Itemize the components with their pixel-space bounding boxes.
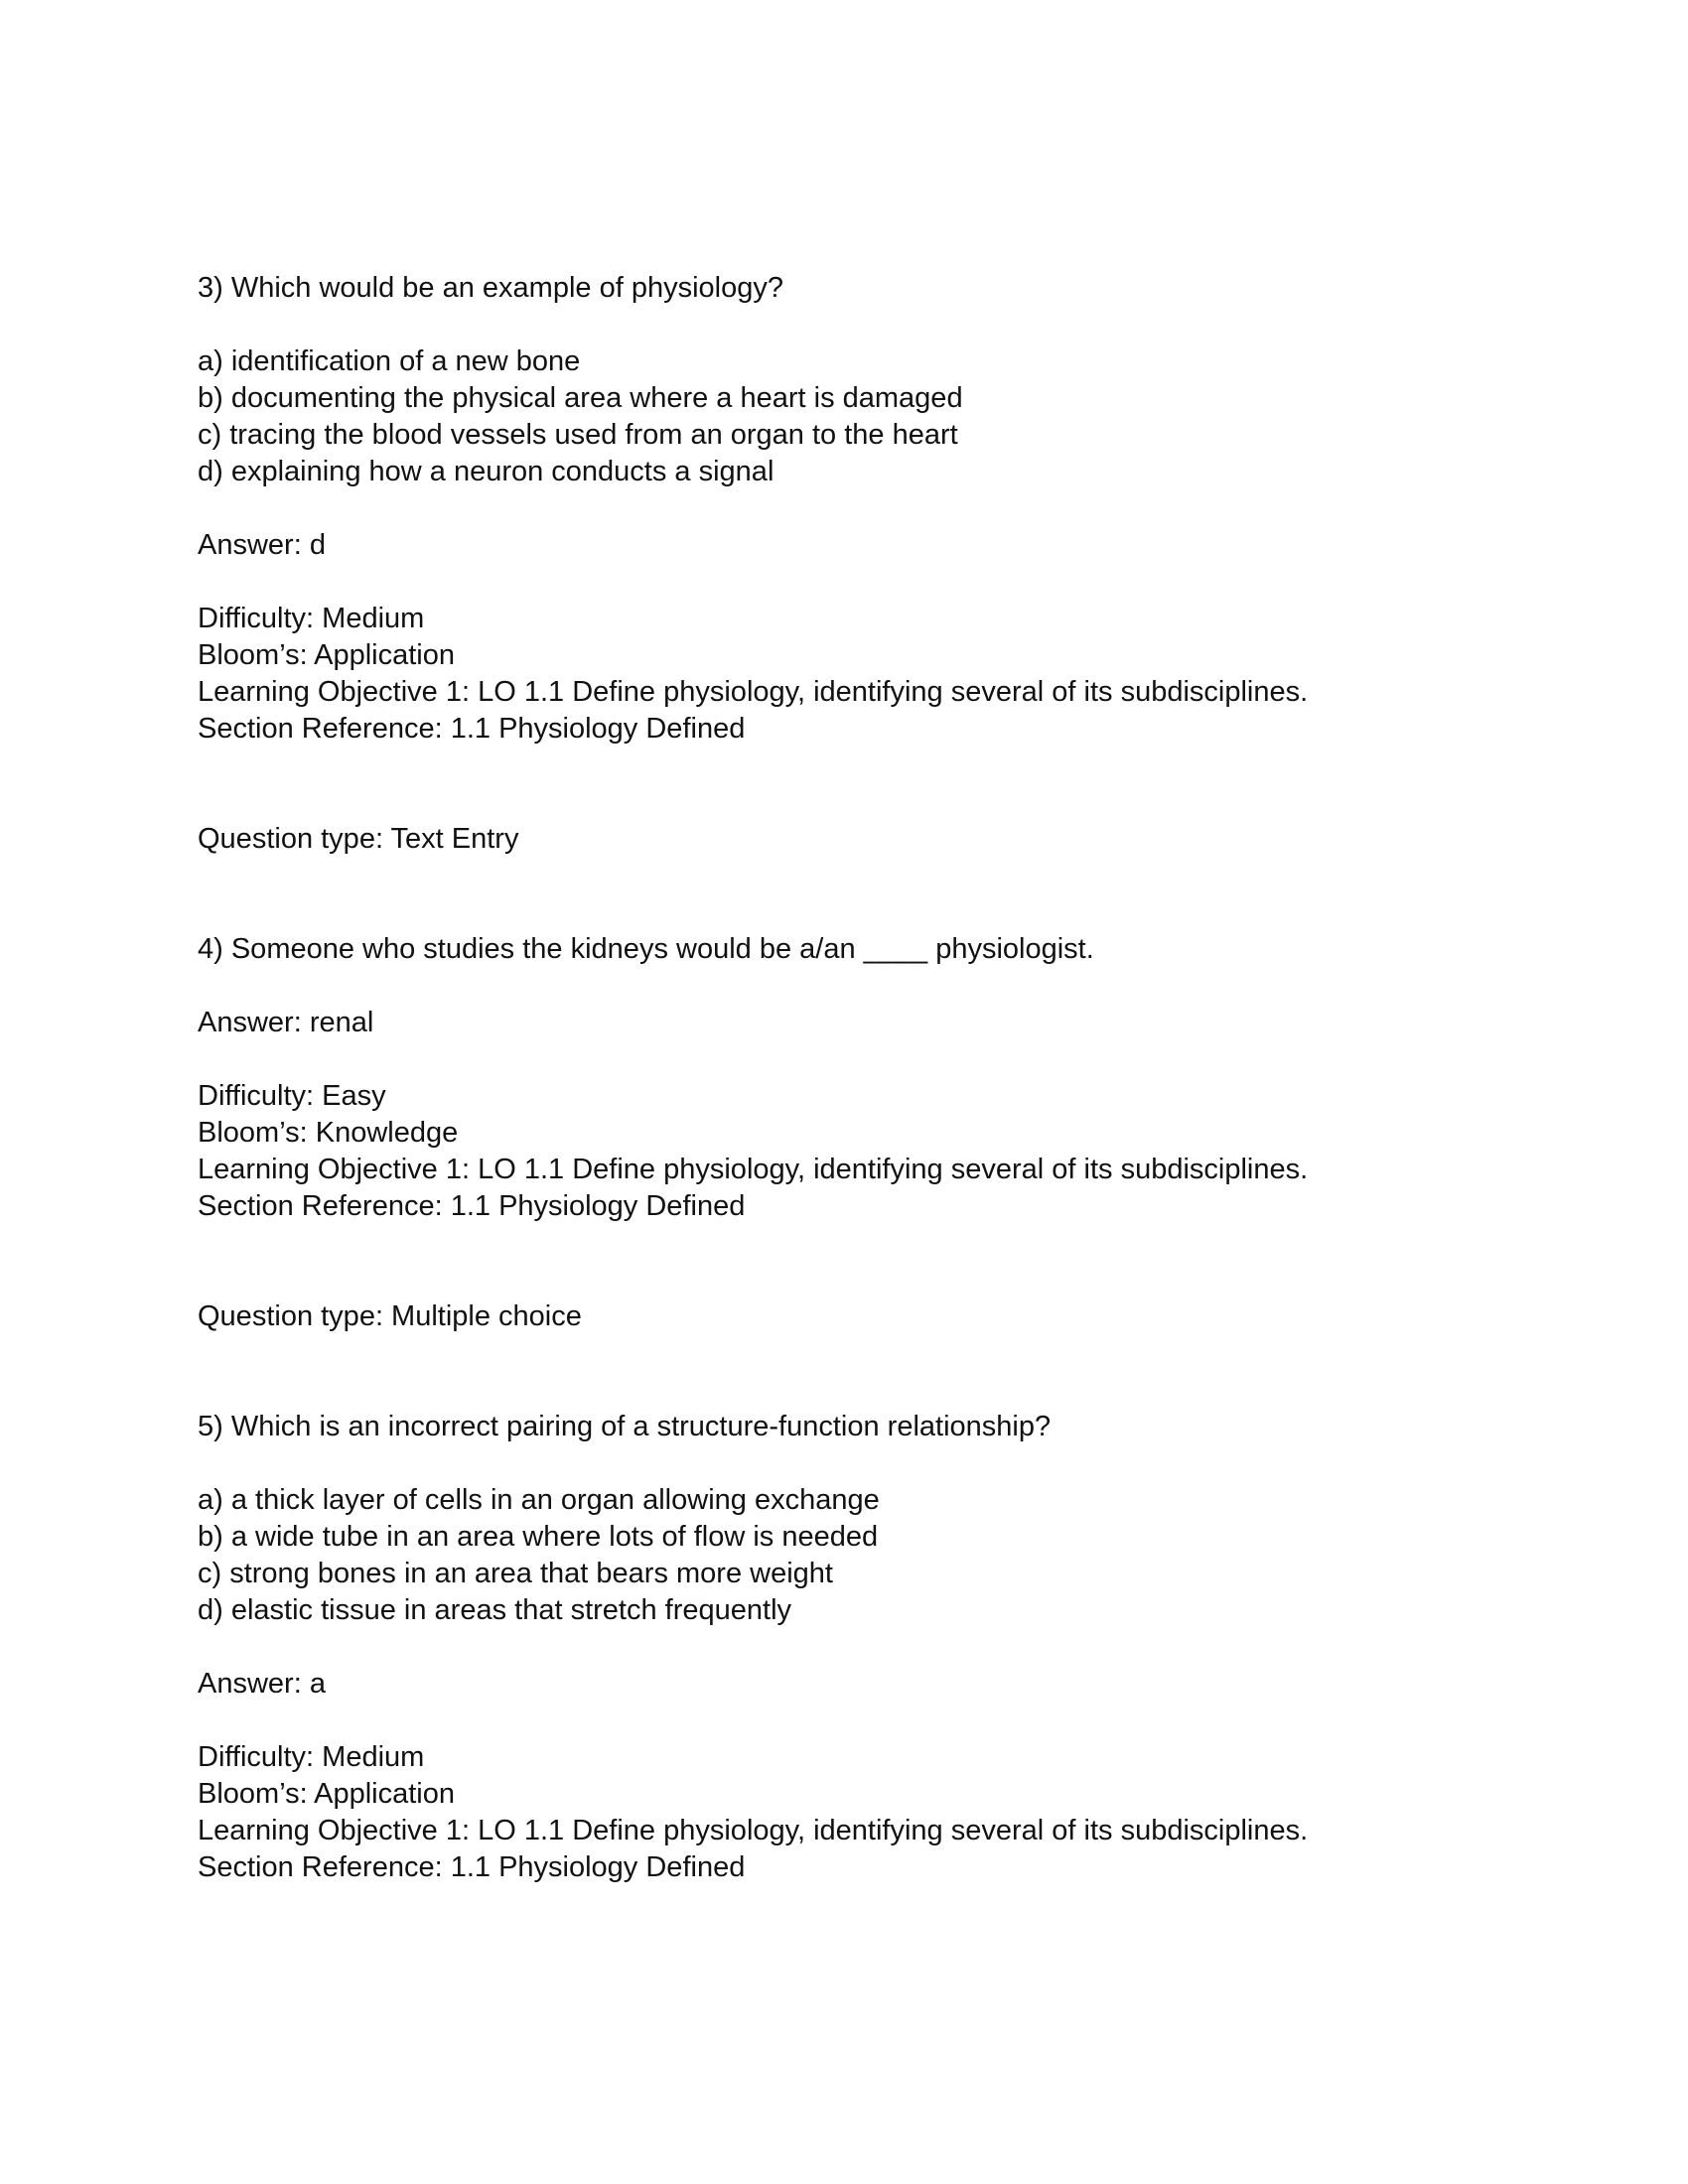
answer-option-a: a) a thick layer of cells in an organ allowing exchange [198,1484,880,1516]
answer-option-d: d) explaining how a neuron conducts a signal [198,456,774,487]
learning-objective: Learning Objective 1: LO 1.1 Define physiology, identifying several of its subdisciplines. [198,1815,1309,1846]
answer-key: Answer: renal [198,1007,374,1038]
question-3 [198,270,1508,748]
section-reference: Section Reference: 1.1 Physiology Defined [198,713,746,745]
learning-objective: Learning Objective 1: LO 1.1 Define physiology, identifying several of its subdisciplines. [198,676,1309,708]
learning-objective: Learning Objective 1: LO 1.1 Define physiology, identifying several of its subdisciplines. [198,1154,1309,1185]
answer-option-b: b) documenting the physical area where a heart is damaged [198,382,963,414]
answer-key: Answer: d [198,529,326,561]
difficulty: Difficulty: Medium [198,1741,425,1773]
answer-option-d: d) elastic tissue in areas that stretch frequently [198,1594,792,1626]
blooms-level: Bloom’s: Application [198,1778,456,1810]
blooms-level: Bloom’s: Application [198,639,456,671]
question-4 [198,821,1508,1225]
difficulty: Difficulty: Easy [198,1080,386,1112]
answer-option-c: c) strong bones in an area that bears more weight [198,1558,833,1589]
section-reference: Section Reference: 1.1 Physiology Defined [198,1190,746,1222]
section-reference: Section Reference: 1.1 Physiology Defined [198,1851,746,1883]
question-5 [198,1298,1508,1886]
question-type: Question type: Text Entry [198,823,519,855]
document-content [198,270,1508,1886]
answer-option-a: a) identification of a new bone [198,345,581,377]
difficulty: Difficulty: Medium [198,603,425,634]
answer-option-b: b) a wide tube in an area where lots of flow is needed [198,1521,879,1553]
question-stem: 3) Which would be an example of physiology? [198,272,783,304]
blooms-level: Bloom’s: Knowledge [198,1117,459,1149]
answer-option-c: c) tracing the blood vessels used from an organ to the heart [198,419,958,451]
question-stem: 4) Someone who studies the kidneys would be a/an ____ physiologist. [198,933,1094,965]
answer-key: Answer: a [198,1668,326,1700]
question-type: Question type: Multiple choice [198,1300,582,1332]
question-stem: 5) Which is an incorrect pairing of a structure-function relationship? [198,1411,1052,1442]
